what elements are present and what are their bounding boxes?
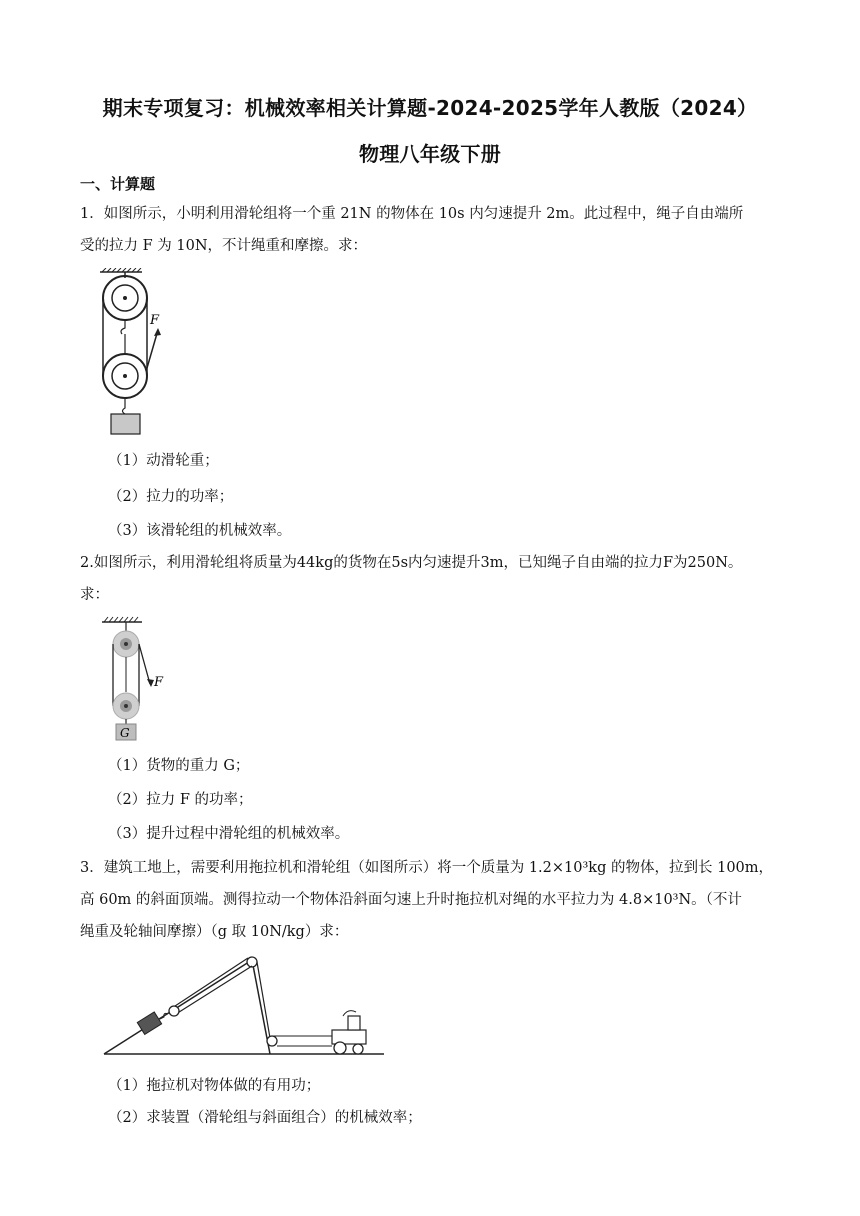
page-title-line1: 期末专项复习：机械效率相关计算题-2024-2025学年人教版（2024） bbox=[102, 96, 758, 120]
q2-force-label: F bbox=[154, 675, 164, 690]
q2-weight-label: G bbox=[120, 726, 130, 740]
q2-pulley-figure bbox=[96, 614, 176, 744]
q1-sub1: （1）动滑轮重； bbox=[108, 453, 219, 469]
q3-incline-figure bbox=[100, 950, 390, 1060]
q2-text bbox=[80, 547, 780, 611]
q3-text-line1: 3．建筑工地上，需要利用拖拉机和滑轮组（如图所示）将一个质量为 1.2×10³kg 的物体，拉到长 100m， bbox=[80, 860, 774, 876]
q2-sub3: （3）提升过程中滑轮组的机械效率。 bbox=[108, 826, 350, 842]
q3-text-line2: 高 60m 的斜面顶端。测得拉动一个物体沿斜面匀速上升时拖拉机对绳的水平拉力为 4.8×10³N。（不计 bbox=[80, 892, 742, 908]
page-title-line2: 物理八年级下册 bbox=[358, 142, 502, 166]
q1-text-line2: 受的拉力 F 为 10N，不计绳重和摩擦。求： bbox=[80, 238, 368, 254]
q1-text bbox=[80, 198, 780, 262]
q3-sub2: （2）求装置（滑轮组与斜面组合）的机械效率； bbox=[108, 1110, 422, 1126]
q3-sub1: （1）拖拉机对物体做的有用功； bbox=[108, 1078, 321, 1094]
q2-sub1: （1）货物的重力 G； bbox=[108, 758, 250, 774]
q2-sub2: （2）拉力 F 的功率； bbox=[108, 792, 253, 808]
section-heading: 一、计算题 bbox=[80, 175, 156, 193]
q3-text bbox=[80, 852, 780, 948]
q2-text-line2: 求： bbox=[80, 587, 109, 603]
q1-pulley-figure bbox=[92, 268, 182, 440]
q1-sub2: （2）拉力的功率； bbox=[108, 489, 234, 505]
q1-sub3: （3）该滑轮组的机械效率。 bbox=[108, 523, 292, 539]
q2-text-line1: 2.如图所示，利用滑轮组将质量为44kg的货物在5s内匀速提升3m，已知绳子自由端的拉力F为250N。 bbox=[80, 555, 743, 571]
q1-text-line1: 1．如图所示，小明利用滑轮组将一个重 21N 的物体在 10s 内匀速提升 2m。此过程中，绳子自由端所 bbox=[80, 206, 744, 222]
q1-force-label: F bbox=[150, 313, 160, 328]
q3-text-line3: 绳重及轮轴间摩擦）（g 取 10N/kg）求： bbox=[80, 924, 349, 940]
